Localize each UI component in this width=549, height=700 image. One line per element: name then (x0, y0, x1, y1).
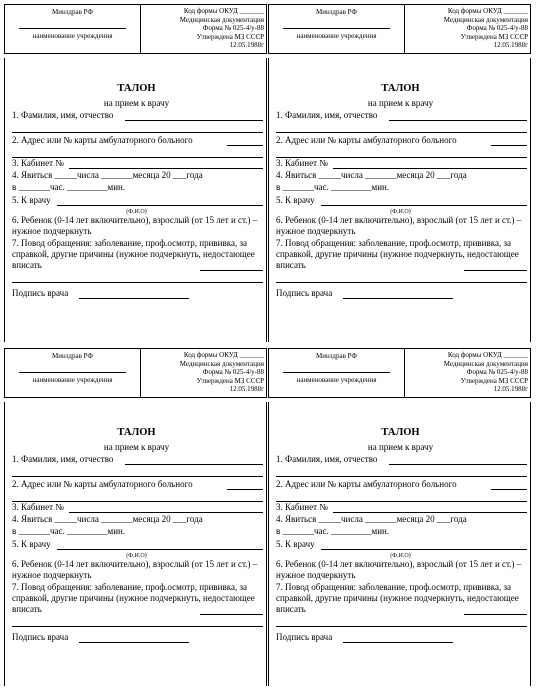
coupon-form (4, 4, 267, 342)
doctor-label: 5. К врачу (276, 539, 315, 549)
age-category[interactable]: 6. Ребенок (0-14 лет включительно), взрослый (от 15 лет и ст.) – нужное подчеркнуть (276, 215, 522, 236)
doc-type: Медицинская документация (179, 15, 264, 24)
age-category[interactable]: 6. Ребенок (0-14 лет включительно), взрослый (от 15 лет и ст.) – нужное подчеркнуть (276, 559, 522, 580)
patient-name-field[interactable] (125, 464, 263, 465)
address-field[interactable] (227, 145, 263, 146)
visit-reason[interactable]: 7. Повод обращения: заболевание, проф.осмотр, прививка, за справкой, другие причины (нужное подчеркнуть, недостающее вписать (12, 582, 255, 614)
patient-name-field-2[interactable] (276, 476, 527, 477)
appointment-time[interactable]: в _______час. _________мин. (276, 182, 390, 192)
doctor-field[interactable] (321, 549, 527, 550)
address-field[interactable] (491, 489, 527, 490)
institution-caption: наименование учреждения (32, 376, 113, 384)
appointment-time[interactable]: в _______час. _________мин. (276, 526, 390, 536)
address-label: 2. Адрес или № карты амбулаторного больного (276, 135, 457, 145)
coupon-body (268, 58, 531, 342)
fio-caption: (Ф.И.О) (390, 553, 411, 559)
patient-name-label: 1. Фамилия, имя, отчество (276, 454, 378, 464)
visit-reason-field-2[interactable] (276, 626, 527, 627)
signature-field[interactable] (343, 298, 453, 299)
coupon-title: ТАЛОН (381, 427, 420, 438)
form-header (4, 4, 267, 54)
form-codes (144, 7, 264, 50)
coupon-body (4, 58, 267, 342)
age-category[interactable]: 6. Ребенок (0-14 лет включительно), взрослый (от 15 лет и ст.) – нужное подчеркнуть (12, 215, 258, 236)
appointment-date[interactable]: 4. Явиться _____числа _______месяца 20 ___года (12, 170, 203, 180)
patient-name-field[interactable] (389, 120, 527, 121)
fio-caption: (Ф.И.О) (126, 553, 147, 559)
coupon-form (268, 4, 531, 342)
room-field[interactable] (69, 168, 263, 169)
room-field[interactable] (333, 512, 527, 513)
visit-reason-field-2[interactable] (12, 282, 263, 283)
doctor-label: 5. К врачу (12, 195, 51, 205)
appointment-date[interactable]: 4. Явиться _____числа _______месяца 20 ___года (12, 514, 203, 524)
institution-underline (19, 28, 126, 29)
coupon-subtitle: на прием к врачу (103, 98, 170, 108)
appointment-time[interactable]: в _______час. _________мин. (12, 526, 126, 536)
doc-type: Медицинская документация (443, 359, 528, 368)
approval-date: 12.05.1988г (493, 41, 528, 50)
form-header (4, 348, 267, 398)
institution-underline (283, 28, 390, 29)
doc-type: Медицинская документация (443, 15, 528, 24)
okud-code: Код формы ОКУД _______ (447, 351, 528, 359)
address-field[interactable] (491, 145, 527, 146)
doc-type: Медицинская документация (179, 359, 264, 368)
address-field[interactable] (227, 489, 263, 490)
okud-code: Код формы ОКУД _______ (447, 7, 528, 15)
approval-note: Утверждена МЗ СССР (460, 376, 528, 385)
signature-field[interactable] (343, 642, 453, 643)
approval-date: 12.05.1988г (493, 385, 528, 394)
signature-label: Подпись врача (12, 632, 69, 642)
patient-name-field-2[interactable] (12, 132, 263, 133)
form-codes (408, 7, 528, 50)
signature-label: Подпись врача (276, 288, 333, 298)
institution-block (5, 5, 141, 53)
patient-name-field-2[interactable] (276, 132, 527, 133)
approval-note: Утверждена МЗ СССР (196, 376, 264, 385)
appointment-date[interactable]: 4. Явиться _____числа _______месяца 20 ___года (276, 514, 467, 524)
institution-underline (19, 372, 126, 373)
address-label: 2. Адрес или № карты амбулаторного больного (12, 479, 193, 489)
visit-reason-field[interactable] (200, 614, 263, 615)
doctor-label: 5. К врачу (12, 539, 51, 549)
visit-reason[interactable]: 7. Повод обращения: заболевание, проф.осмотр, прививка, за справкой, другие причины (нужное подчеркнуть, недостающее вписать (276, 238, 519, 270)
form-number: Форма № 025-4/у-88 (202, 24, 264, 33)
room-label: 3. Кабинет № (12, 502, 64, 512)
institution-caption: наименование учреждения (296, 376, 377, 384)
institution-underline (283, 372, 390, 373)
institution-caption: наименование учреждения (32, 32, 113, 40)
room-field[interactable] (333, 168, 527, 169)
room-label: 3. Кабинет № (276, 158, 328, 168)
institution-block (5, 349, 141, 397)
signature-field[interactable] (79, 298, 189, 299)
signature-label: Подпись врача (276, 632, 333, 642)
patient-name-field[interactable] (125, 120, 263, 121)
approval-note: Утверждена МЗ СССР (460, 32, 528, 41)
room-label: 3. Кабинет № (276, 502, 328, 512)
ministry-name: Минздрав РФ (316, 8, 357, 16)
coupon-subtitle: на прием к врачу (367, 442, 434, 452)
patient-name-field[interactable] (389, 464, 527, 465)
ministry-name: Минздрав РФ (52, 352, 93, 360)
fio-caption: (Ф.И.О) (390, 209, 411, 215)
doctor-field[interactable] (57, 205, 263, 206)
form-number: Форма № 025-4/у-88 (466, 368, 528, 377)
coupon-body (4, 402, 267, 686)
coupon-title: ТАЛОН (117, 83, 156, 94)
appointment-time[interactable]: в _______час. _________мин. (12, 182, 126, 192)
ministry-name: Минздрав РФ (52, 8, 93, 16)
institution-block (269, 349, 405, 397)
appointment-date[interactable]: 4. Явиться _____числа _______месяца 20 ___года (276, 170, 467, 180)
coupon-body (268, 402, 531, 686)
doctor-field[interactable] (321, 205, 527, 206)
coupon-subtitle: на прием к врачу (103, 442, 170, 452)
visit-reason-field[interactable] (464, 270, 527, 271)
form-codes (408, 351, 528, 394)
coupon-title: ТАЛОН (117, 427, 156, 438)
form-header (268, 348, 531, 398)
visit-reason[interactable]: 7. Повод обращения: заболевание, проф.осмотр, прививка, за справкой, другие причины (нужное подчеркнуть, недостающее вписать (276, 582, 519, 614)
patient-name-field-2[interactable] (12, 476, 263, 477)
form-header (268, 4, 531, 54)
room-label: 3. Кабинет № (12, 158, 64, 168)
ministry-name: Минздрав РФ (316, 352, 357, 360)
signature-field[interactable] (79, 642, 189, 643)
approval-date: 12.05.1988г (229, 41, 264, 50)
doctor-field[interactable] (57, 549, 263, 550)
visit-reason-field[interactable] (200, 270, 263, 271)
patient-name-label: 1. Фамилия, имя, отчество (276, 110, 378, 120)
doctor-label: 5. К врачу (276, 195, 315, 205)
visit-reason-field-2[interactable] (12, 626, 263, 627)
visit-reason[interactable]: 7. Повод обращения: заболевание, проф.осмотр, прививка, за справкой, другие причины (нужное подчеркнуть, недостающее вписать (12, 238, 255, 270)
coupon-subtitle: на прием к врачу (367, 98, 434, 108)
form-number: Форма № 025-4/у-88 (466, 24, 528, 33)
fio-caption: (Ф.И.О) (126, 209, 147, 215)
patient-name-label: 1. Фамилия, имя, отчество (12, 454, 114, 464)
institution-caption: наименование учреждения (296, 32, 377, 40)
approval-date: 12.05.1988г (229, 385, 264, 394)
form-number: Форма № 025-4/у-88 (202, 368, 264, 377)
okud-code: Код формы ОКУД _______ (183, 351, 264, 359)
coupon-title: ТАЛОН (381, 83, 420, 94)
visit-reason-field[interactable] (464, 614, 527, 615)
visit-reason-field-2[interactable] (276, 282, 527, 283)
age-category[interactable]: 6. Ребенок (0-14 лет включительно), взрослый (от 15 лет и ст.) – нужное подчеркнуть (12, 559, 258, 580)
room-field[interactable] (69, 512, 263, 513)
address-label: 2. Адрес или № карты амбулаторного больного (12, 135, 193, 145)
institution-block (269, 5, 405, 53)
address-label: 2. Адрес или № карты амбулаторного больного (276, 479, 457, 489)
approval-note: Утверждена МЗ СССР (196, 32, 264, 41)
coupon-form (268, 348, 531, 686)
okud-code: Код формы ОКУД _______ (183, 7, 264, 15)
coupon-form (4, 348, 267, 686)
form-codes (144, 351, 264, 394)
signature-label: Подпись врача (12, 288, 69, 298)
patient-name-label: 1. Фамилия, имя, отчество (12, 110, 114, 120)
